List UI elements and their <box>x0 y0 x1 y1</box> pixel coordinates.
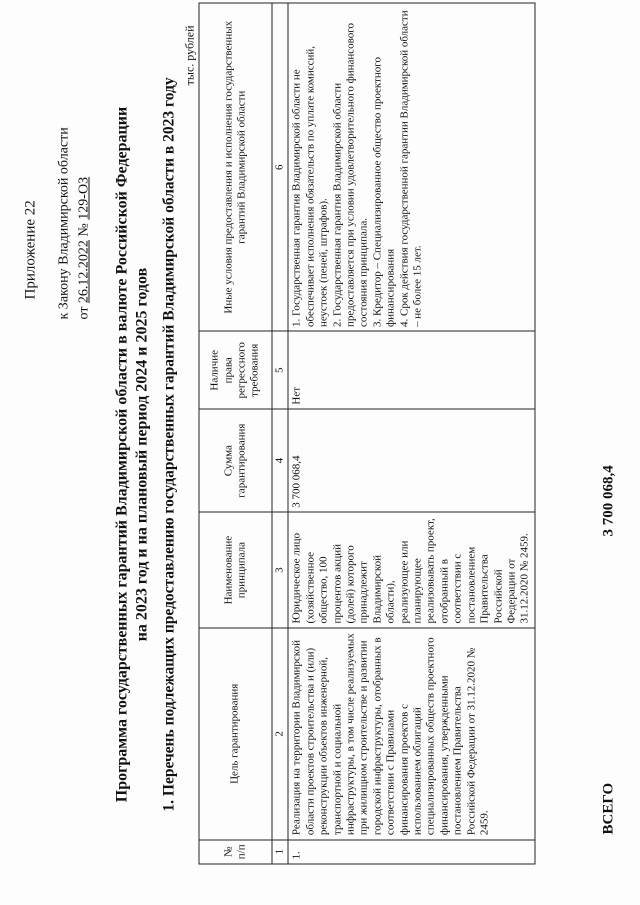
header-regress: Наличие права регрессного требования <box>199 332 272 410</box>
title-line-1: Программа государственных гарантий Владимирской области в валюте Российской Федерации <box>113 106 131 803</box>
row-purpose: Реализация на территории Владимирской области проектов строительства и (или) реконструкции объектов инженерной, транспортной и социальной инфраструктуры, в том числе реализуемых при жилищном строительстве и развитии городской инфраструктуры, отобранных в соответствии с Правилами финансирования проектов с использованием облигаций специализированных обществ проектного финансирования, утвержденными постановлением Правительства Российской Федерации от 31.12.2020 № 2459. <box>288 628 534 840</box>
row-conditions <box>288 3 534 332</box>
header-purpose: Цель гарантирования <box>199 628 272 840</box>
condition-item: 3. Кредитор – Специализированное общество проектного финансирования <box>371 57 397 327</box>
section-title: 1. Перечень подлежащих предоставлению государственных гарантий Владимирской области в 2023 году <box>160 77 178 812</box>
law-number: 129-ОЗ <box>76 176 92 220</box>
row-number: 1. <box>288 840 534 864</box>
column-number: 6 <box>272 3 288 332</box>
column-number: 4 <box>272 409 288 512</box>
appendix-label: Приложение 22 <box>22 200 39 300</box>
column-number: 3 <box>272 512 288 628</box>
unit-label: тыс. рублей <box>182 25 197 86</box>
row-principal: Юридическое лицо (хозяйственное общество, 100 процентов акций (долей) которого принадлежит Владимирской области), реализующее или планирующее реализовывать проект, отобранный в соответствии с постановлением Правительства Российской Федерации от 31.12.2020 № 2459. <box>288 512 534 628</box>
total-value: 3 700 068,4 <box>600 465 617 537</box>
document-title <box>113 105 153 805</box>
law-date: 26.12.2022 <box>76 240 92 304</box>
guarantees-table <box>199 3 536 865</box>
title-line-2: на 2023 год и на плановый период 2024 и 2025 годов <box>133 267 151 642</box>
total-label: ВСЕГО <box>600 782 617 835</box>
column-number: 2 <box>272 628 288 840</box>
table-header-row <box>199 3 272 864</box>
law-date-line <box>75 70 95 320</box>
table-row <box>288 3 534 864</box>
number-prefix: № <box>76 223 92 237</box>
column-number: 5 <box>272 332 288 410</box>
row-amount: 3 700 068,4 <box>288 409 534 512</box>
header-amount: Сумма гарантирования <box>199 409 272 512</box>
date-prefix: от <box>76 306 92 320</box>
landscape-sheet <box>1 0 640 905</box>
condition-item: 4. Срок действия государственной гарантии Владимирской области – не более 15 лет. <box>398 10 424 327</box>
header-principal: Наименование принципала <box>199 512 272 628</box>
column-number: 1 <box>272 840 288 864</box>
condition-item: 2. Государственная гарантия Владимирской области предоставляется при условии удовлетворительного финансового состояния принципала. <box>331 22 370 327</box>
column-number-row <box>272 3 288 864</box>
appendix-block <box>21 70 95 320</box>
header-number: № п/п <box>199 840 272 864</box>
header-conditions: Иные условия предоставления и исполнения государственных гарантий Владимирской области <box>199 3 272 332</box>
row-regress: Нет <box>288 332 534 410</box>
law-reference: к Закону Владимирской области <box>56 127 72 320</box>
condition-item: 1. Государственная гарантия Владимирской области не обеспечивает исполнения обязательств по уплате комиссий, неустоек (пеней, штрафов). <box>290 45 330 327</box>
